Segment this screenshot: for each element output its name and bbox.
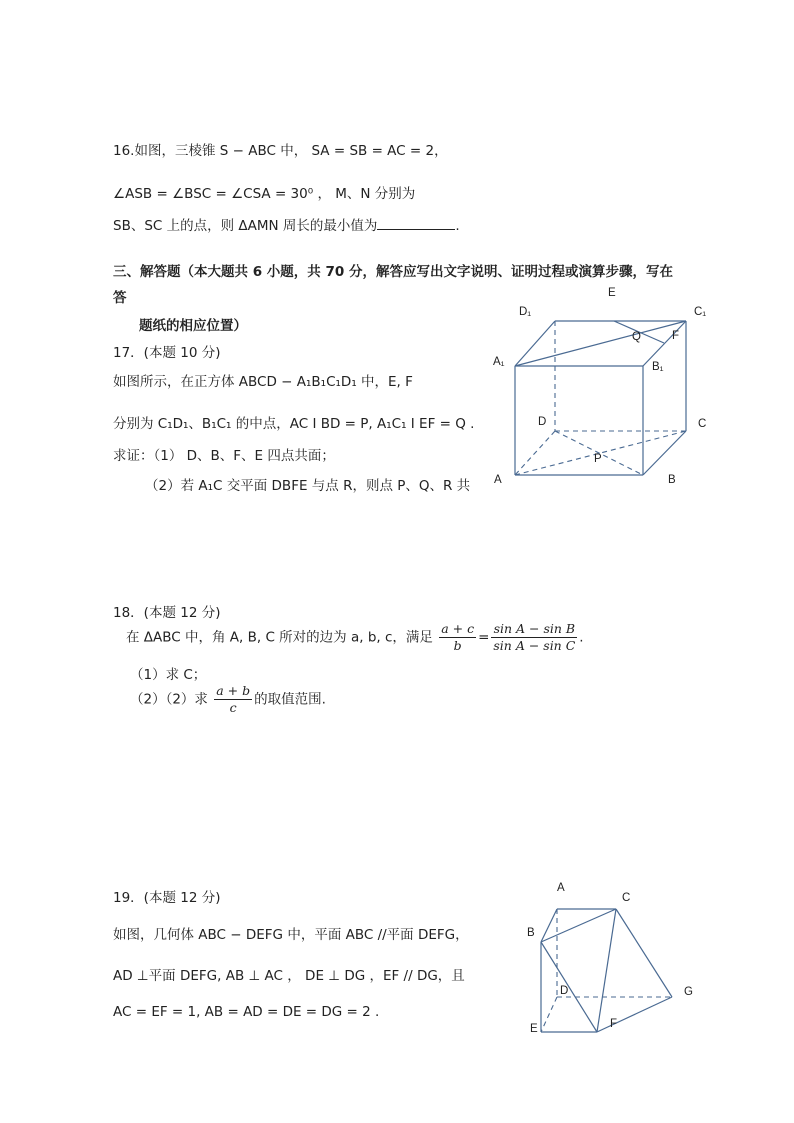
q16-line-1: 16.如图，三棱锥 S − ABC 中， SA = SB = AC = 2， [113,143,448,159]
q16-line-2: ∠ASB = ∠BSC = ∠CSA = 30⁰ ， M、N 分别为 [113,186,416,202]
label-Q: Q [632,331,641,343]
q19-line-3: AC = EF = 1, AB = AD = DE = DG = 2 . [113,1004,380,1020]
label-D: D [538,416,547,428]
q18-part-1: （1）求 C； [130,667,207,683]
q17-line-3: 求证：（1） D、B、F、E 四点共面； [113,448,335,464]
label-E: E [530,1023,538,1035]
q19-title: 19．(本题 12 分) [113,890,221,906]
q18-line-1-text: 在 ΔABC 中，角 A, B, C 所对的边为 a, b, c，满足 [126,629,433,646]
label-C: C [698,418,707,430]
q18-part-2-end: 的取值范围. [254,691,326,708]
fraction-numerator: sin A − sin B [491,621,577,638]
label-A: A [494,474,502,486]
fraction-numerator: a + c [441,621,475,636]
label-C1: C₁ [694,306,707,318]
q17-line-1: 如图所示，在正方体 ABCD − A₁B₁C₁D₁ 中，E, F [113,374,413,390]
label-G: G [684,986,693,998]
q16-line-3-end: . [455,218,460,234]
section-heading-line-3: 题纸的相应位置） [139,318,247,334]
label-E: E [608,287,616,299]
q16-line-3-text: SB、SC 上的点，则 ΔAMN 周长的最小值为 [113,218,378,234]
label-B: B [527,927,535,939]
label-A1: A₁ [493,356,505,368]
q19-line-2: AD ⊥平面 DEFG, AB ⊥ AC ， DE ⊥ DG ，EF // DG，且 [113,968,465,984]
label-A: A [557,882,565,894]
q18-title: 18．(本题 12 分) [113,605,221,621]
label-D1: D₁ [519,306,532,318]
fraction-denominator: b [453,638,462,653]
q17-title: 17．(本题 10 分) [113,345,221,361]
q17-line-2: 分别为 C₁D₁、B₁C₁ 的中点，AC I BD = P, A₁C₁ I EF = Q . [113,416,475,432]
fraction-denominator: c [229,700,237,715]
equals-sign: = [478,629,490,646]
label-B: B [668,474,676,486]
label-B1: B₁ [652,361,664,373]
q18-line-1-end: . [579,629,584,646]
section-heading-line-2: 答 [113,290,127,306]
q17-line-4: （2）若 A₁C 交平面 DBFE 与点 R，则点 P、Q、R 共 [145,478,471,494]
label-C: C [622,892,631,904]
label-F: F [672,330,680,342]
label-P: P [594,453,602,465]
label-D: D [560,985,569,997]
q19-line-1: 如图，几何体 ABC − DEFG 中，平面 ABC //平面 DEFG， [113,927,469,943]
q18-part-2-text: （2）（2）求 [130,691,208,708]
label-F: F [610,1018,618,1030]
fraction-denominator: sin A − sin C [493,638,576,653]
fraction-numerator: a + b [216,683,251,698]
section-heading-line-1: 三、解答题（本大题共 6 小题，共 70 分，解答应写出文字说明、证明过程或演算步骤，写在 [113,264,673,280]
